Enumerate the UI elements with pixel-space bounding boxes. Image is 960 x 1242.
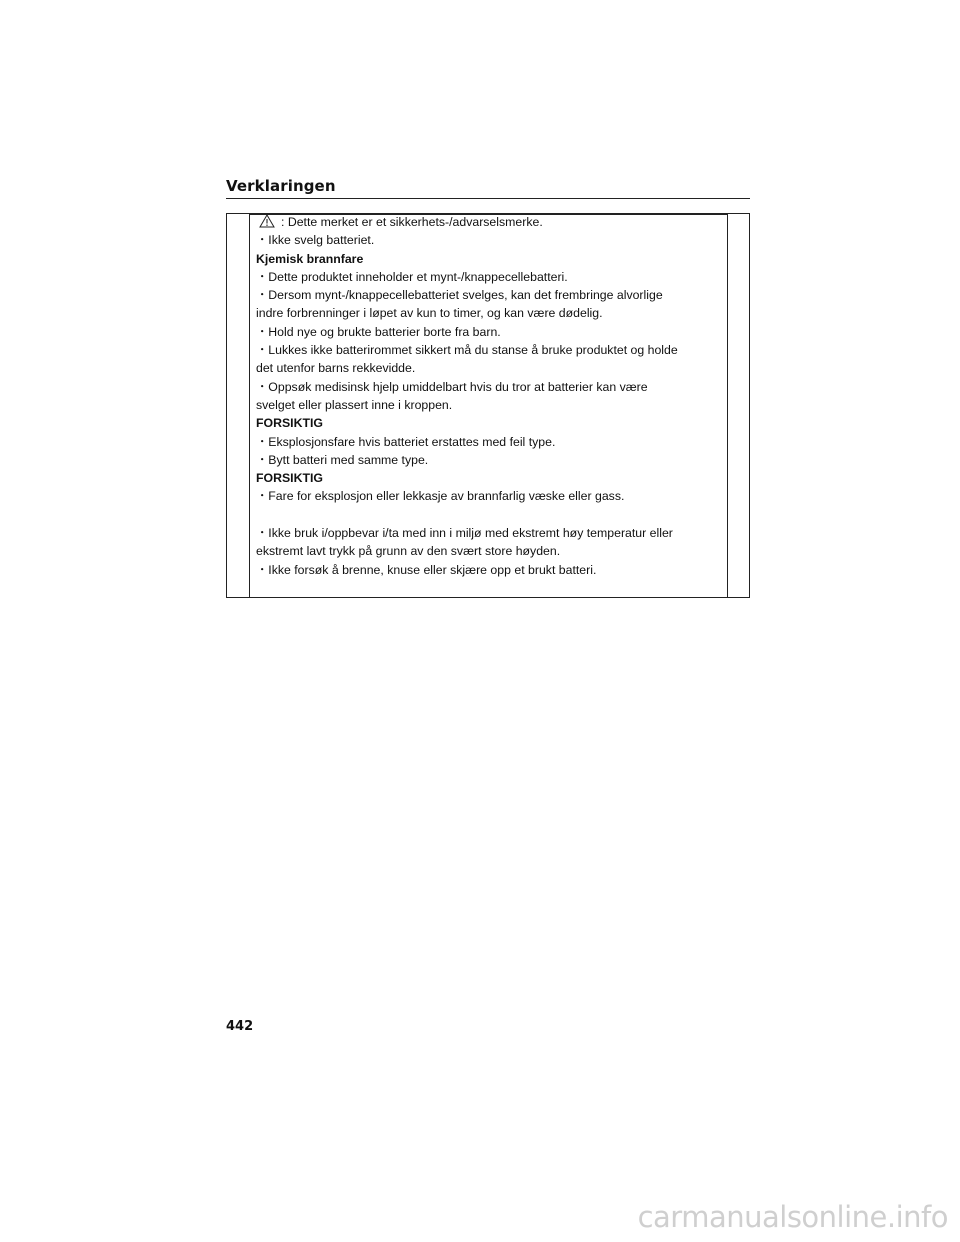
list-item: ・Oppsøk medisinsk hjelp umiddelbart hvis du tror at batterier kan være — [256, 379, 648, 394]
page-number: 442 — [226, 1019, 254, 1034]
list-item: ・Ikke svelg batteriet. — [256, 233, 375, 248]
subheading-caution: FORSIKTIG — [256, 471, 323, 486]
list-item-continuation: ekstremt lavt trykk på grunn av den svært store høyden. — [256, 544, 561, 559]
list-item-continuation: det utenfor barns rekkevidde. — [256, 361, 416, 376]
list-item: ・Fare for eksplosjon eller lekkasje av brannfarlig væske eller gass. — [256, 489, 625, 504]
spacer — [256, 506, 724, 524]
list-item-continuation: svelget eller plassert inne i kroppen. — [256, 397, 453, 412]
box-left-divider — [249, 214, 250, 597]
list-item: ・Dersom mynt-/knappecellebatteriet svelges, kan det frembringe alvorlige — [256, 288, 663, 303]
list-item: ・Bytt batteri med samme type. — [256, 452, 429, 467]
list-item: ・Hold nye og brukte batterier borte fra barn. — [256, 324, 501, 339]
list-item: ・Lukkes ikke batterirommet sikkert må du stanse å bruke produktet og holde — [256, 343, 678, 358]
warning-triangle-icon — [259, 214, 275, 228]
warning-note-text: : Dette merket er et sikkerhets-/advarselsmerke. — [281, 215, 543, 229]
list-item: ・Ikke forsøk å brenne, knuse eller skjære opp et brukt batteri. — [256, 562, 597, 577]
watermark: carmanualsonline.info — [637, 1200, 948, 1234]
warning-content — [256, 213, 724, 579]
subheading-chemical-burn: Kjemisk brannfare — [256, 251, 364, 266]
list-item: ・Dette produktet inneholder et mynt-/knappecellebatteri. — [256, 269, 568, 284]
section-title: Verklaringen — [226, 177, 336, 195]
list-item: ・Ikke bruk i/oppbevar i/ta med inn i miljø med ekstremt høy temperatur eller — [256, 526, 673, 541]
title-divider — [226, 198, 750, 199]
subheading-caution: FORSIKTIG — [256, 416, 323, 431]
box-right-divider — [727, 214, 728, 597]
warning-note — [256, 213, 724, 231]
list-item: ・Eksplosjonsfare hvis batteriet erstattes med feil type. — [256, 434, 556, 449]
list-item-continuation: indre forbrenninger i løpet av kun to timer, og kan være dødelig. — [256, 306, 603, 321]
